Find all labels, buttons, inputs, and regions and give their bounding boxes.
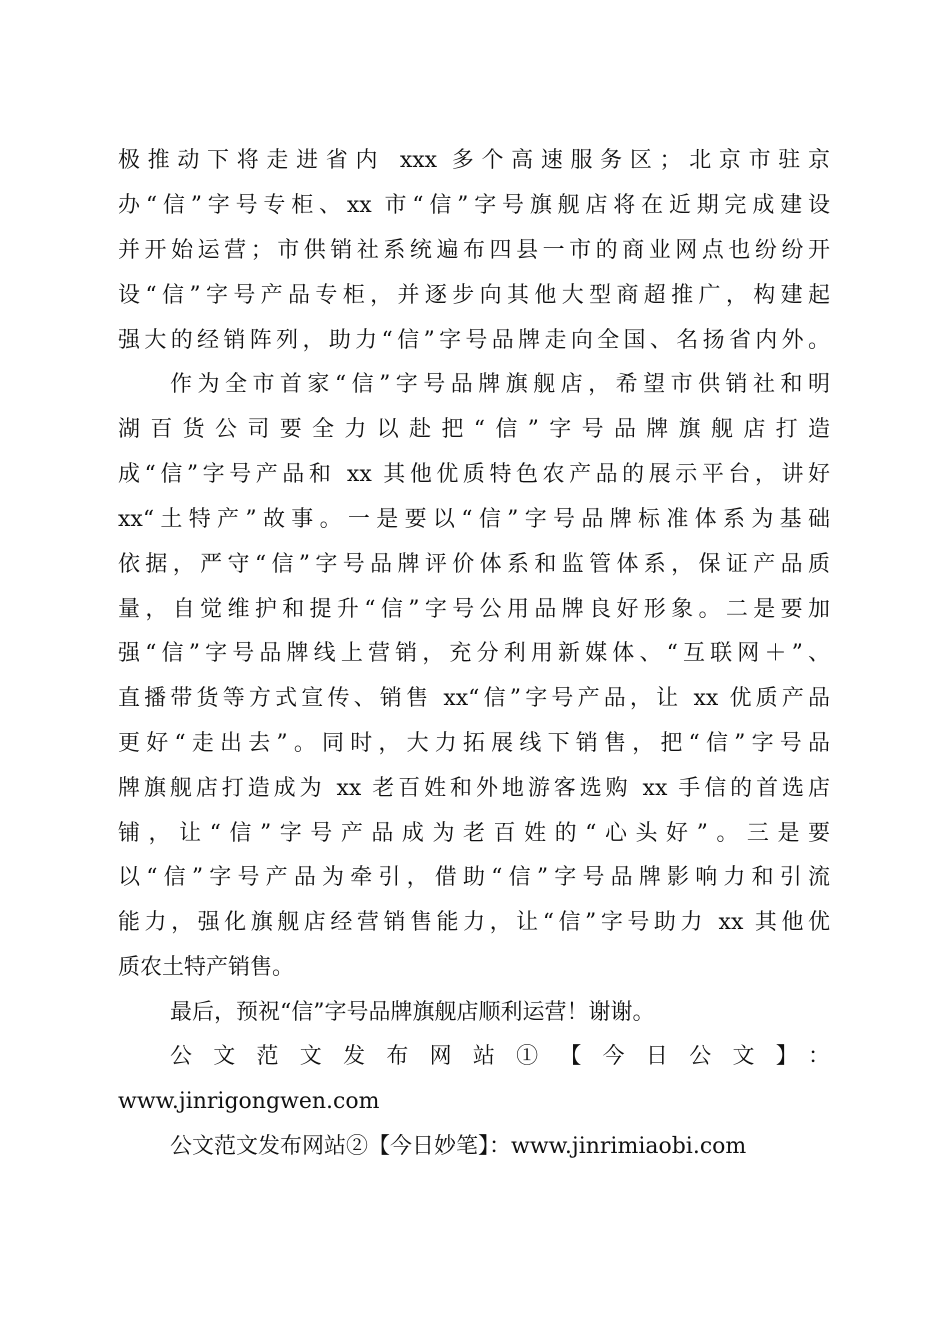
website-link-1-url[interactable]: www.jinrigongwen.com [118, 1089, 380, 1114]
body-text-line: 更好“走出去”。同时，大力拓展线下销售，把“信”字号品 [118, 731, 830, 756]
body-text-line: 以“信”字号产品为牵引，借助“信”字号品牌影响力和引流 [118, 865, 830, 890]
closing-paragraph: 最后，预祝“信”字号品牌旗舰店顺利运营！谢谢。 [170, 1000, 655, 1025]
body-text-line: 设“信”字号产品专柜，并逐步向其他大型商超推广，构建起 [118, 283, 830, 308]
body-text-line: 成“信”字号产品和 xx 其他优质特色农产品的展示平台，讲好 [118, 462, 830, 487]
body-text-line: 牌旗舰店打造成为 xx 老百姓和外地游客选购 xx 手信的首选店 [118, 776, 830, 801]
website-link-2[interactable]: 公文范文发布网站②【今日妙笔】：www.jinrimiaobi.com [170, 1134, 747, 1159]
body-text-line: 直播带货等方式宣传、销售 xx“信”字号产品，让 xx 优质产品 [118, 686, 830, 711]
body-text-line: 强“信”字号品牌线上营销，充分利用新媒体、“互联网＋”、 [118, 641, 830, 666]
body-text-line: 依据，严守“信”字号品牌评价体系和监管体系，保证产品质 [118, 552, 830, 577]
body-text-line: 强大的经销阵列，助力“信”字号品牌走向全国、名扬省内外。 [118, 328, 830, 353]
website-link-1-label: 公文范文发布网站①【今日公文】： [170, 1044, 830, 1069]
body-text-line: 极推动下将走进省内 xxx 多个高速服务区；北京市驻京 [118, 148, 830, 173]
body-text-line: xx“土特产”故事。一是要以“信”字号品牌标准体系为基础 [118, 507, 830, 532]
body-text-line: 质农土特产销售。 [118, 955, 295, 980]
body-text-line: 铺，让“信”字号产品成为老百姓的“心头好”。三是要 [118, 821, 830, 846]
body-text-line: 湖百货公司要全力以赴把“信”字号品牌旗舰店打造 [118, 417, 830, 442]
body-text-line: 并开始运营；市供销社系统遍布四县一市的商业网点也纷纷开 [118, 238, 830, 263]
paragraph-first-line: 作为全市首家“信”字号品牌旗舰店，希望市供销社和明 [170, 372, 830, 397]
body-text-line: 量，自觉维护和提升“信”字号公用品牌良好形象。二是要加 [118, 597, 830, 622]
body-text-line: 能力，强化旗舰店经营销售能力，让“信”字号助力 xx 其他优 [118, 910, 830, 935]
body-text-line: 办“信”字号专柜、xx 市“信”字号旗舰店将在近期完成建设 [118, 193, 830, 218]
